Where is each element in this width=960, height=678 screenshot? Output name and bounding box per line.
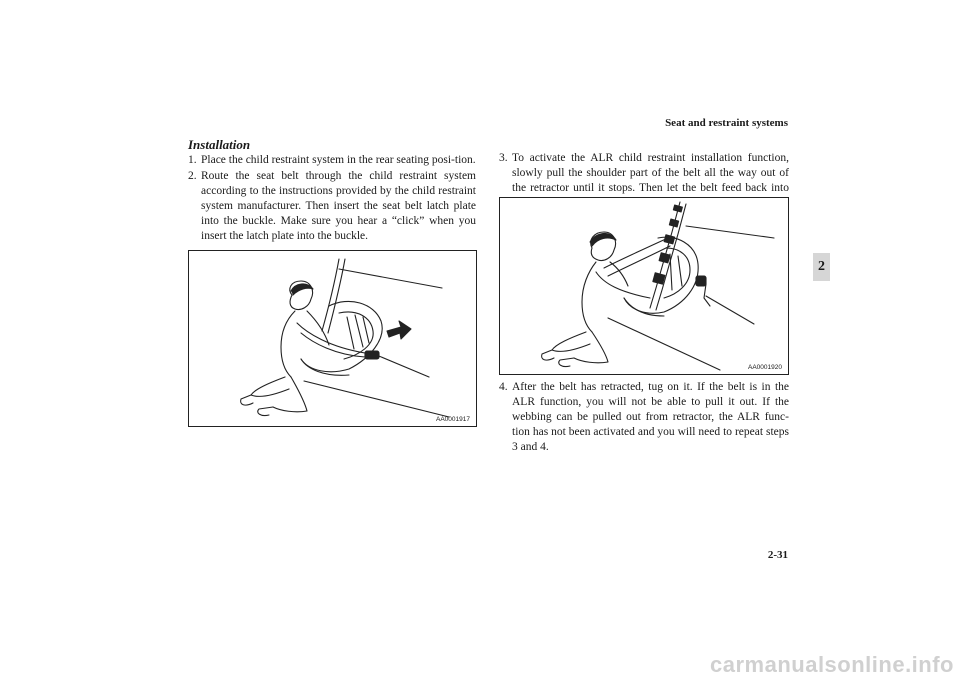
running-header: Seat and restraint systems <box>665 117 788 129</box>
chapter-tab: 2 <box>813 253 830 281</box>
illustration-pulling-shoulder-belt <box>500 198 788 374</box>
step-number: 1. <box>188 154 197 166</box>
left-column <box>188 137 476 245</box>
step-text: To activate the ALR child restraint installation function, slowly pull the shoulder part of the belt all the way out of the retractor until it stops. Then let the belt feed back into <box>512 152 789 194</box>
figure-code: AA0001917 <box>436 416 470 423</box>
figure-seatbelt-latch <box>188 250 477 427</box>
step-2 <box>188 169 476 244</box>
figure-code: AA0001920 <box>748 364 782 371</box>
step-text: Place the child restraint system in the rear seating posi-tion. <box>201 154 476 166</box>
watermark: carmanualsonline.info <box>710 652 954 677</box>
step-4-block <box>499 380 789 456</box>
section-title: Installation <box>188 137 251 152</box>
page-number: 2-31 <box>767 549 788 561</box>
step-text: After the belt has retracted, tug on it. If the belt is in the ALR function, you will not be able to pull it out. If the webbing can be pulled out from retractor, the ALR func-tion has not been activated and you will need to repeat steps 3 and 4. <box>512 381 789 453</box>
step-number: 3. <box>499 152 508 164</box>
step-number: 2. <box>188 170 197 182</box>
step-text: Route the seat belt through the child restraint system according to the instructions provided by the child restraint system manufacturer. Then insert the seat belt latch plate into the buckle. Make sure you hear a “click” when you insert the latch plate into the buckle. <box>201 170 476 242</box>
step-number: 4. <box>499 381 508 393</box>
step-4 <box>499 380 789 455</box>
figure-alr-activation <box>499 197 789 375</box>
step-1 <box>188 153 476 168</box>
illustration-kneeling-person-buckling <box>189 251 476 426</box>
